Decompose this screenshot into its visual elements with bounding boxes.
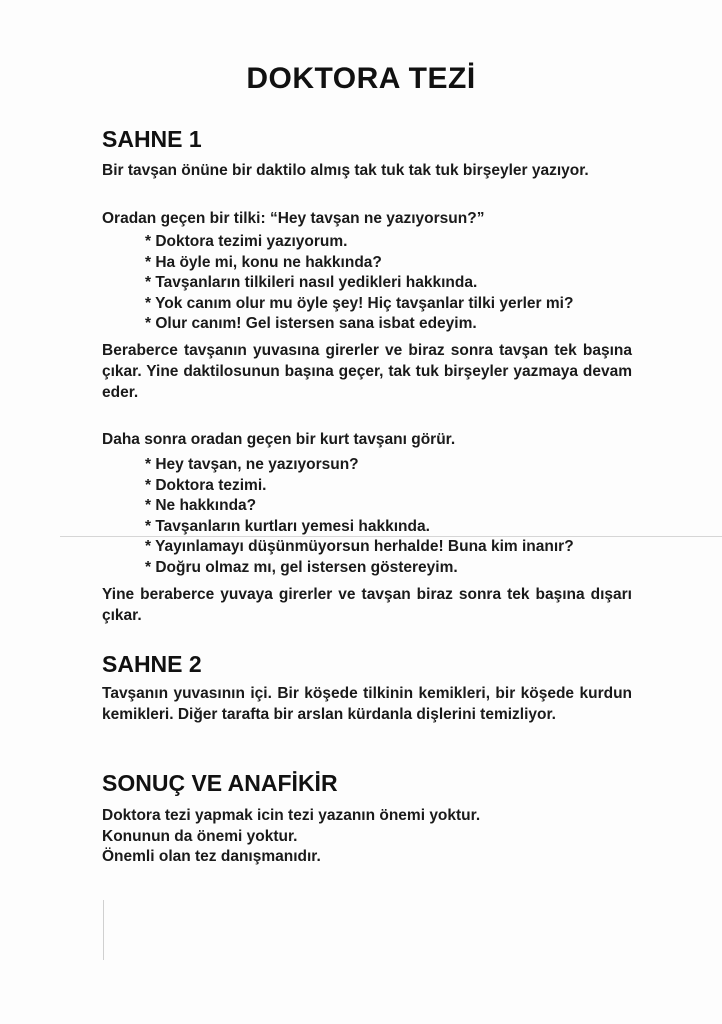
after-fox-paragraph: Beraberce tavşanın yuvasına girerler ve biraz sonra tavşan tek başına çıkar. Yine daktilosunun başına geçer, tak tuk birşeyler yazmaya devam eder. bbox=[102, 342, 632, 401]
dialogue-line: * Tavşanların tilkileri nasıl yedikleri hakkında. bbox=[145, 273, 645, 294]
dialogue-line: * Ne hakkında? bbox=[145, 496, 645, 517]
scene-2-paragraph: Tavşanın yuvasının içi. Bir köşede tilkinin kemikleri, bir köşede kurdun kemikleri. Diğer tarafta bir arslan kürdanla dişlerini temizliyor. bbox=[102, 685, 632, 723]
dialogue-line: * Ha öyle mi, konu ne hakkında? bbox=[145, 253, 645, 274]
conclusion-line: Doktora tezi yapmak icin tezi yazanın önemi yoktur. bbox=[102, 807, 481, 824]
dialogue-line: * Olur canım! Gel istersen sana isbat edeyim. bbox=[145, 314, 645, 335]
scene-1-intro: Bir tavşan önüne bir daktilo almış tak tuk tak tuk birşeyler yazıyor. bbox=[102, 162, 589, 179]
wolf-passes-line: Daha sonra oradan geçen bir kurt tavşanı görür. bbox=[102, 431, 456, 448]
dialogue-line: * Doğru olmaz mı, gel istersen göstereyim. bbox=[145, 558, 645, 579]
dialogue-line: * Yok canım olur mu öyle şey! Hiç tavşanlar tilki yerler mi? bbox=[145, 294, 645, 315]
scene-1-heading: SAHNE 1 bbox=[102, 126, 202, 152]
scan-artifact-mark bbox=[103, 900, 104, 960]
wolf-dialogue-list bbox=[145, 455, 645, 578]
dialogue-line: * Tavşanların kurtları yemesi hakkında. bbox=[145, 517, 645, 538]
after-wolf-paragraph: Yine beraberce yuvaya girerler ve tavşan biraz sonra tek başına dışarı çıkar. bbox=[102, 586, 632, 624]
conclusion-heading: SONUÇ VE ANAFİKİR bbox=[102, 770, 338, 796]
scene-2-heading: SAHNE 2 bbox=[102, 651, 202, 677]
dialogue-line: * Doktora tezimi. bbox=[145, 476, 645, 497]
conclusion-line: Önemli olan tez danışmanıdır. bbox=[102, 848, 321, 865]
conclusion-line: Konunun da önemi yoktur. bbox=[102, 827, 298, 845]
fox-passes-line: Oradan geçen bir tilki: “Hey tavşan ne yazıyorsun?” bbox=[102, 210, 485, 227]
dialogue-line: * Hey tavşan, ne yazıyorsun? bbox=[145, 455, 645, 476]
dialogue-line: * Yayınlamayı düşünmüyorsun herhalde! Buna kim inanır? bbox=[145, 537, 645, 558]
conclusion-lines bbox=[102, 806, 480, 868]
document-title: DOKTORA TEZİ bbox=[246, 62, 476, 95]
dialogue-line: * Doktora tezimi yazıyorum. bbox=[145, 232, 645, 253]
fox-dialogue-list bbox=[145, 232, 645, 335]
